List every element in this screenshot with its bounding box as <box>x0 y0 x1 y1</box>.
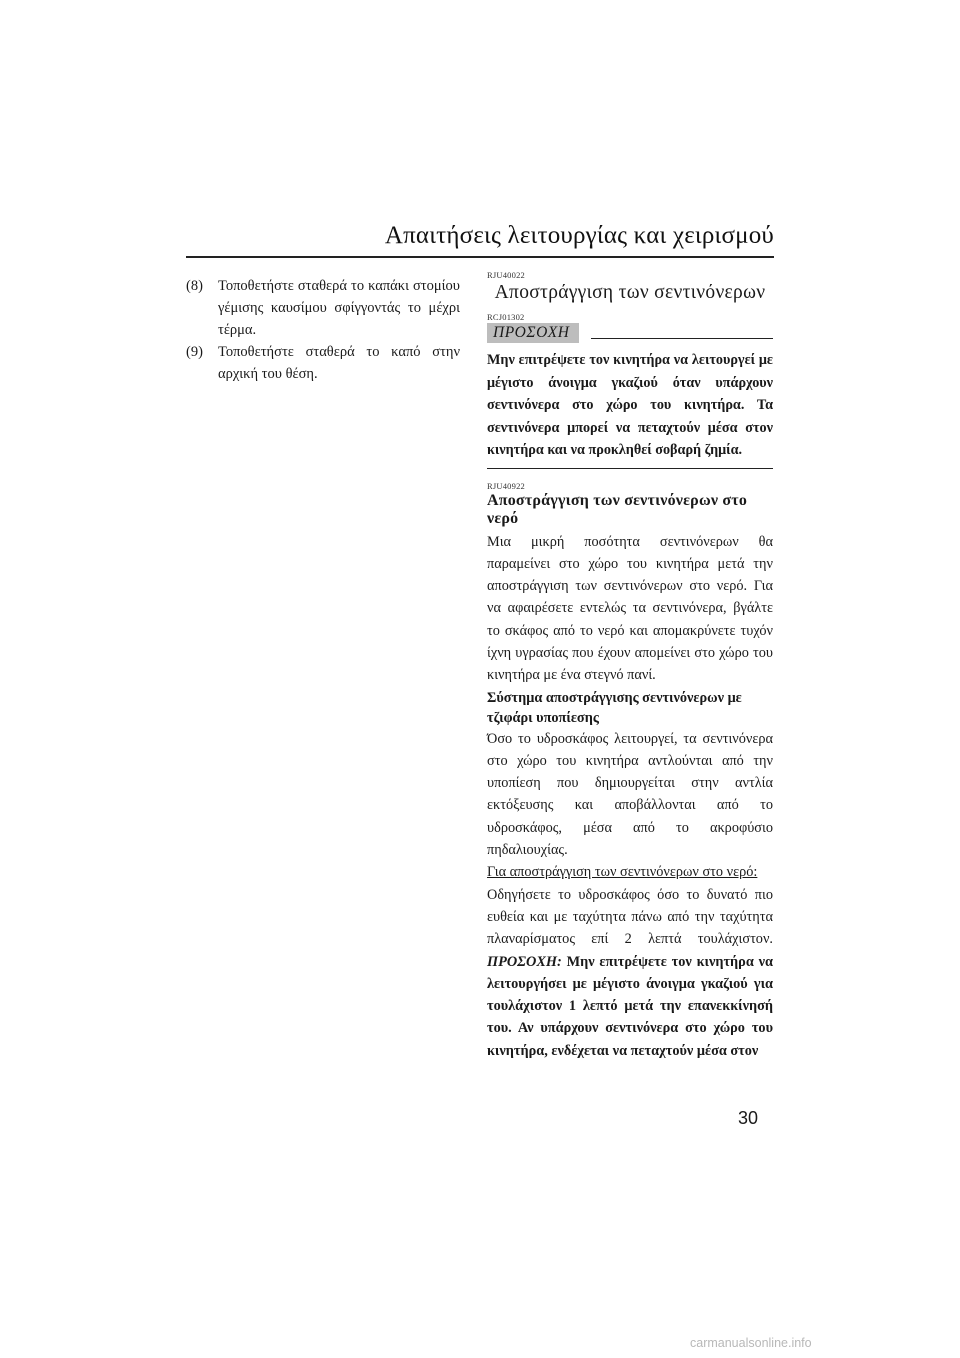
paragraph-procedure <box>487 884 773 1062</box>
caution-code: RCJ01302 <box>487 312 525 322</box>
caution-header <box>487 323 773 343</box>
inline-caution-text: Μην επιτρέψετε τον κινητήρα να λειτουργήσει με μέγιστο άνοιγμα γκαζιού για τουλάχιστον 1 λεπτό μετά την επανεκκίνησή του. Αν υπάρχουν σεντινόνερα στο χώρο του κινητήρα, ενδέχεται να πεταχτούν μέσα στον <box>487 953 773 1059</box>
procedure-heading: Για αποστράγγιση των σεντινόνερων στο νερό: <box>487 864 758 881</box>
caution-badge: ΠΡΟΣΟΧΗ <box>487 323 579 343</box>
caution-rule <box>591 338 773 339</box>
right-column <box>487 270 773 1062</box>
page-header-title: Απαιτήσεις λειτουργίας και χειρισμού <box>384 222 774 249</box>
section-title: Αποστράγγιση των σεντινόνερων <box>494 282 766 303</box>
page-number: 30 <box>738 1108 759 1128</box>
paragraph-system: Όσο το υδροσκάφος λειτουργεί, τα σεντινόνερα στο χώρο του κινητήρα αντλούνται από την υποπίεση που δημιουργείται στην αντλία εκτόξευσης και αποβάλλονται από το υδροσκάφος, μέσα από το ακροφύσιο πηδαλιουχίας. <box>487 730 773 859</box>
header-rule <box>186 256 774 258</box>
step-text: Τοποθετήστε σταθερά το καπό στην αρχική του θέση. <box>218 344 460 382</box>
step-text: Τοποθετήστε σταθερά το καπάκι στομίου γέμισης καυσίμου σφίγγοντάς το μέχρι τέρμα. <box>218 278 460 338</box>
step-number: (8) <box>186 278 203 294</box>
section-code: RJU40022 <box>487 270 525 280</box>
subsection-code: RJU40922 <box>487 480 525 491</box>
left-column <box>186 275 460 385</box>
subsection-title: Αποστράγγιση των σεντινόνερων στο νερό <box>487 491 748 527</box>
system-heading: Σύστημα αποστράγγισης σεντινόνερων με τζιφάρι υποπίεσης <box>487 689 742 726</box>
watermark: carmanualsonline.info <box>690 1336 812 1350</box>
caution-text: Μην επιτρέψετε τον κινητήρα να λειτουργεί με μέγιστο άνοιγμα γκαζιού όταν υπάρχουν σεντινόνερα στο χώρο του κινητήρα. Τα σεντινόνερα μπορεί να πεταχτούν μέσα στον κινητήρα και να προκληθεί σοβαρή ζημία. <box>487 349 773 469</box>
inline-caution-label: ΠΡΟΣΟΧΗ: <box>487 953 562 970</box>
step-item <box>186 341 460 385</box>
step-number: (9) <box>186 344 203 360</box>
step-item <box>186 275 460 341</box>
paragraph-intro: Μια μικρή ποσότητα σεντινόνερων θα παραμείνει στο χώρο του κινητήρα μετά την αποστράγγιση των σεντινόνερων στο νερό. Για να αφαιρέσετε εντελώς τα σεντινόνερα, βγάλτε το σκάφος από το νερό και απομακρύνετε τυχόν ίχνη υγρασίας που έχουν απομείνει στο χώρο του κινητήρα με ένα στεγνό πανί. <box>487 533 773 684</box>
procedure-text: Οδηγήσετε το υδροσκάφος όσο το δυνατό πιο ευθεία και με ταχύτητα πάνω από την ταχύτητα πλαναρίσματος επί 2 λεπτά τουλάχιστον. <box>487 886 773 948</box>
